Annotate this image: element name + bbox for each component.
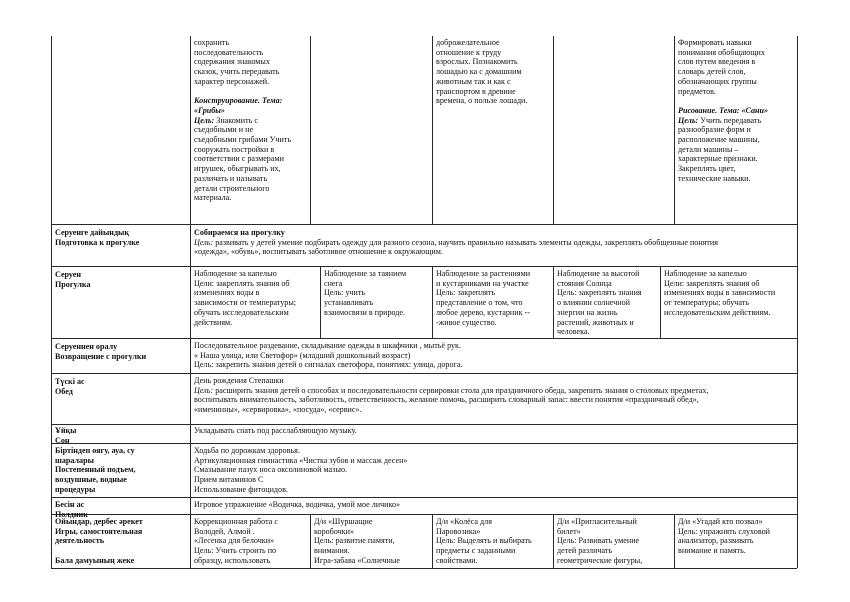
- activity-text: транспортом в древние: [436, 86, 516, 96]
- game-text: Цель: развитие памяти,: [314, 536, 395, 546]
- activity-text: последовательность: [194, 47, 264, 57]
- walk-observation: Цели: закреплять знания об: [664, 278, 760, 288]
- game-text: Цель: Развивать умение: [557, 536, 640, 546]
- section-label: Подготовка к прогулке: [55, 237, 140, 247]
- walk-observation: о влиянии солнечной: [557, 298, 630, 308]
- activity-goal-text: Знакомить с: [216, 115, 258, 125]
- section-label: деятельность: [55, 536, 105, 546]
- table-border: [310, 514, 311, 568]
- walk-observation: Наблюдение за растениями: [436, 269, 531, 278]
- activity-text: Формировать навыки: [678, 38, 752, 47]
- section-label: Обед: [55, 386, 73, 396]
- prep-title: Собираемся на прогулку: [194, 228, 285, 237]
- table-border: [190, 36, 191, 568]
- prep-goal-label: Цель:: [194, 237, 214, 247]
- activity-text: животным так и как с: [436, 76, 511, 86]
- activity-text: детали строительного: [194, 183, 270, 193]
- rise-text: Артикуляционная гимнастика «Чистка зубов и массаж десен»: [194, 455, 408, 465]
- lunch-goal-text: «именинны», «сервировка», «посуда», «сервис».: [194, 405, 362, 415]
- table-border: [51, 373, 797, 374]
- activity-text: словарь детей слов,: [678, 67, 746, 77]
- game-text: Паровозика»: [436, 526, 481, 536]
- walk-observation: снега: [324, 278, 343, 288]
- walk-observation: Цель: закреплять: [436, 288, 496, 298]
- activity-text: съедобными грибами Учить: [194, 135, 292, 144]
- game-text: анализатор, развивать: [678, 536, 754, 546]
- table-border: [51, 266, 797, 267]
- section-label: Полдник: [55, 509, 88, 519]
- activity-text: слов путем введения в: [678, 57, 756, 67]
- game-text: Д/и «Колёса для: [436, 517, 492, 526]
- table-border: [51, 338, 797, 339]
- prep-goal-text: развивать у детей умение подбирать одежду для разного сезона, научить правильно называть элементы одежды, закреплять обобщенные понятия: [215, 237, 718, 247]
- game-text: внимания.: [314, 546, 350, 556]
- game-text: внимание и память.: [678, 546, 746, 556]
- section-label: Сон: [55, 435, 70, 445]
- game-text: Игра-забава «Солнечные: [314, 555, 400, 565]
- section-label: Ойындар, дербес әрекет: [55, 517, 143, 526]
- game-text: Д/и «Шуршащие: [314, 517, 373, 526]
- table-border: [674, 36, 675, 224]
- activity-text: расположение машины,: [678, 135, 760, 144]
- prep-goal-text: «одежда», «обувь», воспитывать заботливое отношение к окружающим.: [194, 247, 443, 257]
- walk-observation: от температуры; обучать: [664, 298, 749, 308]
- return-text: « Наша улица, или Светофор» (младший дошкольный возраст): [194, 350, 411, 360]
- section-label: воздушные, водные: [55, 475, 127, 485]
- game-text: образцу, использовать: [194, 555, 271, 565]
- activity-text: обозначающих группы: [678, 76, 757, 86]
- table-border: [553, 36, 554, 224]
- section-label: Прогулка: [55, 279, 91, 289]
- activity-text: предметов.: [678, 86, 717, 96]
- table-border: [51, 36, 52, 568]
- section-label: Бесін ас: [55, 500, 85, 509]
- table-border: [51, 224, 797, 225]
- prep-goal: [194, 238, 718, 248]
- table-border: [553, 266, 554, 338]
- section-label: Возвращение с прогулки: [55, 351, 147, 361]
- table-border: [320, 266, 321, 338]
- walk-observation: Наблюдение за таянием: [324, 269, 407, 278]
- walk-observation: Цель: учить: [324, 288, 366, 298]
- section-label: Ұйқы: [55, 426, 77, 435]
- walk-observation: Наблюдение за высотой: [557, 269, 640, 278]
- lunch-goal: [194, 386, 708, 396]
- walk-observation: устанавливать: [324, 298, 374, 308]
- game-text: Коррекционная работа с: [194, 517, 278, 526]
- section-label: Түскі ас: [55, 377, 85, 386]
- walk-observation: исследовательским действиям.: [664, 307, 771, 317]
- activity-text: содержания знакомых: [194, 57, 270, 67]
- activity-goal-label: Цель:: [678, 115, 699, 125]
- activity-text: материала.: [194, 193, 232, 203]
- game-text: «Лесенка для белочки»: [194, 536, 275, 546]
- game-text: Цель: Выделять и выбирать: [436, 536, 532, 546]
- rise-text: Смазывание пазух носа оксолиновой мазью.: [194, 465, 348, 475]
- walk-observation: и кустарниками на участке: [436, 278, 529, 288]
- activity-text: сказок, учить передавать: [194, 67, 280, 77]
- game-text: Цель: упражнять слуховой: [678, 526, 770, 536]
- game-text: коробочки»: [314, 526, 354, 536]
- activity-text: понимания обобщающих: [678, 47, 765, 57]
- table-border: [674, 514, 675, 568]
- table-border: [660, 266, 661, 338]
- walk-observation: -живое существо.: [436, 317, 497, 327]
- section-label: Бала дамуының жеке: [55, 555, 135, 565]
- snack-text: Игровое упражнение «Водичка, водичка, умой мое личико»: [194, 500, 401, 509]
- game-text: Володей, Алмой .: [194, 526, 255, 536]
- table-border: [432, 514, 433, 568]
- activity-text: доброжелательное: [436, 38, 500, 47]
- table-border: [797, 36, 798, 568]
- table-border: [553, 514, 554, 568]
- return-text: Цель: закрепить знания детей о сигналах светофора, понятиях: улица, дорога.: [194, 360, 463, 370]
- activity-text: сохранить: [194, 38, 230, 47]
- table-border: [432, 266, 433, 338]
- activity-text: съедобными и не: [194, 125, 254, 135]
- activity-text: отношение к труду: [436, 47, 502, 57]
- activity-title: Рисование. Тема: «Сани»: [678, 105, 769, 115]
- walk-observation: представление о том, что: [436, 298, 523, 308]
- table-border: [51, 443, 797, 444]
- activity-text: детали машины –: [678, 144, 739, 154]
- sleep-text: Укладывать спать под расслабляющую музыку.: [194, 426, 357, 435]
- section-label: Серуеннен оралу: [55, 342, 118, 351]
- game-text: предметы с заданными: [436, 546, 516, 556]
- section-label: процедуры: [55, 484, 96, 494]
- activity-text: игрушек, обыгрывать их,: [194, 164, 281, 174]
- activity-goal: [194, 116, 258, 126]
- table-border: [51, 568, 797, 569]
- section-label: Біртіндеп оягу, ауа, су: [55, 446, 135, 455]
- walk-observation: Цель: закреплять знания: [557, 288, 642, 298]
- activity-goal-text: Учить передавать: [700, 115, 762, 125]
- walk-observation: Цели: закреплять знания об: [194, 278, 290, 288]
- game-text: детей различать: [557, 546, 613, 556]
- game-text: свойствами.: [436, 555, 478, 565]
- table-border: [432, 36, 433, 224]
- section-label: Серуенге дайындық: [55, 228, 130, 237]
- activity-text: характерные признаки.: [678, 154, 758, 164]
- activity-text: взрослых. Познакомить: [436, 57, 518, 67]
- rise-text: Использование фитоцидов.: [194, 484, 288, 494]
- walk-observation: человека.: [557, 327, 590, 337]
- lunch-goal-text: расширить знания детей о способах и последовательности сервировки стола для праздничного обеда, закрепить знания о столовых предметах,: [215, 385, 709, 395]
- table-border: [51, 497, 797, 498]
- walk-observation: зависимости от температуры;: [194, 298, 297, 308]
- walk-observation: Наблюдение за капелью: [664, 269, 747, 278]
- activity-title: Конструирование. Тема:: [194, 96, 283, 106]
- return-text: Последовательное раздевание, складывание одежды в шкафчики , мытьё рук.: [194, 341, 462, 350]
- activity-text: разнообразие форм и: [678, 125, 751, 135]
- walk-observation: любое дерево, кустарник --: [436, 307, 530, 317]
- game-text: Д/и «Пригласительный: [557, 517, 637, 526]
- activity-text: Закреплять цвет,: [678, 164, 736, 174]
- activity-text: соответствии с размерами: [194, 154, 284, 164]
- table-border: [310, 36, 311, 224]
- game-text: Д/и «Угадай кто позвал»: [678, 517, 763, 526]
- game-text: Цель: Учить строить по: [194, 546, 277, 556]
- rise-text: Прием витаминов С: [194, 475, 264, 485]
- activity-goal-label: Цель:: [194, 115, 215, 125]
- walk-observation: энергии на жизнь: [557, 307, 618, 317]
- walk-observation: изменениях воды в зависимости: [664, 288, 776, 298]
- rise-text: Ходьба по дорожкам здоровья.: [194, 446, 300, 455]
- table-border: [51, 514, 797, 515]
- lunch-title: День рождения Степашки: [194, 376, 284, 385]
- activity-text: различать и называть: [194, 173, 268, 183]
- section-label: Игры, самостоятельная: [55, 526, 143, 536]
- game-text: билет»: [557, 526, 581, 536]
- lunch-goal-text: воспитывать внимательность, заботливость, ответственность, желание помочь, расширить словарный запас: ввести понятия «праздничный обед»,: [194, 395, 699, 405]
- activity-text: лошадью ка с домашним: [436, 67, 522, 77]
- walk-observation: обучать исследовательским: [194, 307, 289, 317]
- activity-text: технические навыки.: [678, 173, 751, 183]
- walk-observation: Наблюдение за капелью: [194, 269, 277, 278]
- walk-observation: взаимосвязи в природе.: [324, 307, 406, 317]
- activity-text: времена, о пользе лошади.: [436, 96, 528, 106]
- activity-text: характер персонажей.: [194, 76, 270, 86]
- walk-observation: растений, животных и: [557, 317, 634, 327]
- activity-goal: [678, 116, 761, 126]
- section-label: Серуен: [55, 270, 81, 279]
- lunch-goal-label: Цель:: [194, 385, 214, 395]
- section-label: Постепенный подъем,: [55, 465, 136, 475]
- activity-title: «Грибы»: [194, 105, 225, 115]
- walk-observation: стояния Солнца: [557, 278, 612, 288]
- walk-observation: действиям.: [194, 317, 233, 327]
- activity-text: сооружать постройки в: [194, 144, 275, 154]
- walk-observation: изменениях воды в: [194, 288, 260, 298]
- section-label: шаралары: [55, 455, 94, 465]
- game-text: геометрические фигуры,: [557, 555, 643, 565]
- table-border: [51, 424, 797, 425]
